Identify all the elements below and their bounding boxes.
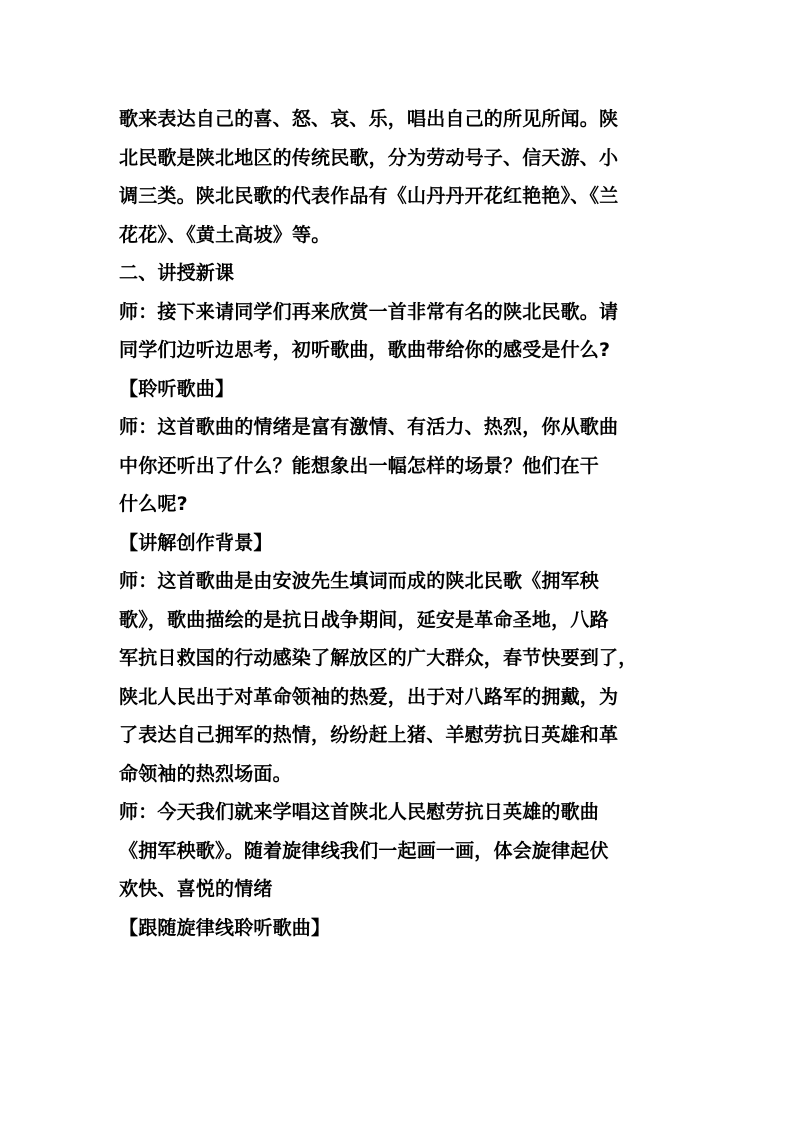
- paragraph-teacher-background: [119, 562, 679, 793]
- text-line: 花花》、《黄土高坡》等。: [119, 223, 331, 246]
- text-line: 师：这首歌曲是由安波先生填词而成的陕北民歌《拥军秧: [119, 570, 600, 592]
- heading-text: 二、讲授新课: [119, 262, 235, 284]
- document-body: [119, 100, 679, 947]
- text-line: 调三类。陕北民歌的代表作品有《山丹丹开花红艳艳》、《兰: [119, 185, 619, 207]
- text-line: 什么呢?: [119, 493, 188, 515]
- step-text: 【跟随旋律线聆听歌曲】: [119, 916, 331, 939]
- paragraph-teacher-today: [119, 793, 679, 909]
- paragraph-teacher-mood: [119, 408, 679, 524]
- text-line: 军抗日救国的行动感染了解放区的广大群众，春节快要到了，: [119, 647, 638, 669]
- paragraph-teacher-intro: [119, 293, 679, 370]
- text-line: 命领袖的热烈场面。: [119, 762, 292, 785]
- text-line: 师：这首歌曲的情绪是富有激情、有活力、热烈，你从歌曲: [119, 416, 619, 438]
- text-line: 师：今天我们就来学唱这首陕北人民慰劳抗日英雄的歌曲: [119, 801, 600, 823]
- text-line: 陕北人民出于对革命领袖的热爱，出于对八路军的拥戴，为: [119, 685, 619, 708]
- paragraph-shaanbei-folk-intro: [119, 100, 679, 254]
- step-label-listen: [119, 370, 679, 409]
- text-line: 同学们边听边思考，初听歌曲，歌曲带给你的感受是什么?: [119, 339, 611, 361]
- section-heading-new-lesson: [119, 254, 679, 293]
- text-line: 了表达自己拥军的热情，纷纷赶上猪、羊慰劳抗日英雄和革: [119, 724, 619, 746]
- step-label-background: [119, 524, 679, 563]
- step-text: 【聆听歌曲】: [119, 377, 235, 400]
- text-line: 《拥军秧歌》。随着旋律线我们一起画一画，体会旋律起伏: [119, 839, 609, 862]
- text-line: 北民歌是陕北地区的传统民歌，分为劳动号子、信天游、小: [119, 146, 619, 169]
- text-line: 歌》，歌曲描绘的是抗日战争期间，延安是革命圣地，八路: [119, 608, 609, 631]
- text-line: 师：接下来请同学们再来欣赏一首非常有名的陕北民歌。请: [119, 300, 619, 323]
- step-label-melody-line: [119, 909, 679, 948]
- text-line: 歌来表达自己的喜、怒、哀、乐，唱出自己的所见所闻。陕: [119, 108, 619, 130]
- text-line: 欢快、喜悦的情绪: [119, 878, 273, 900]
- step-text: 【讲解创作背景】: [119, 531, 273, 554]
- text-line: 中你还听出了什么？能想象出一幅怎样的场景？他们在干: [119, 454, 600, 477]
